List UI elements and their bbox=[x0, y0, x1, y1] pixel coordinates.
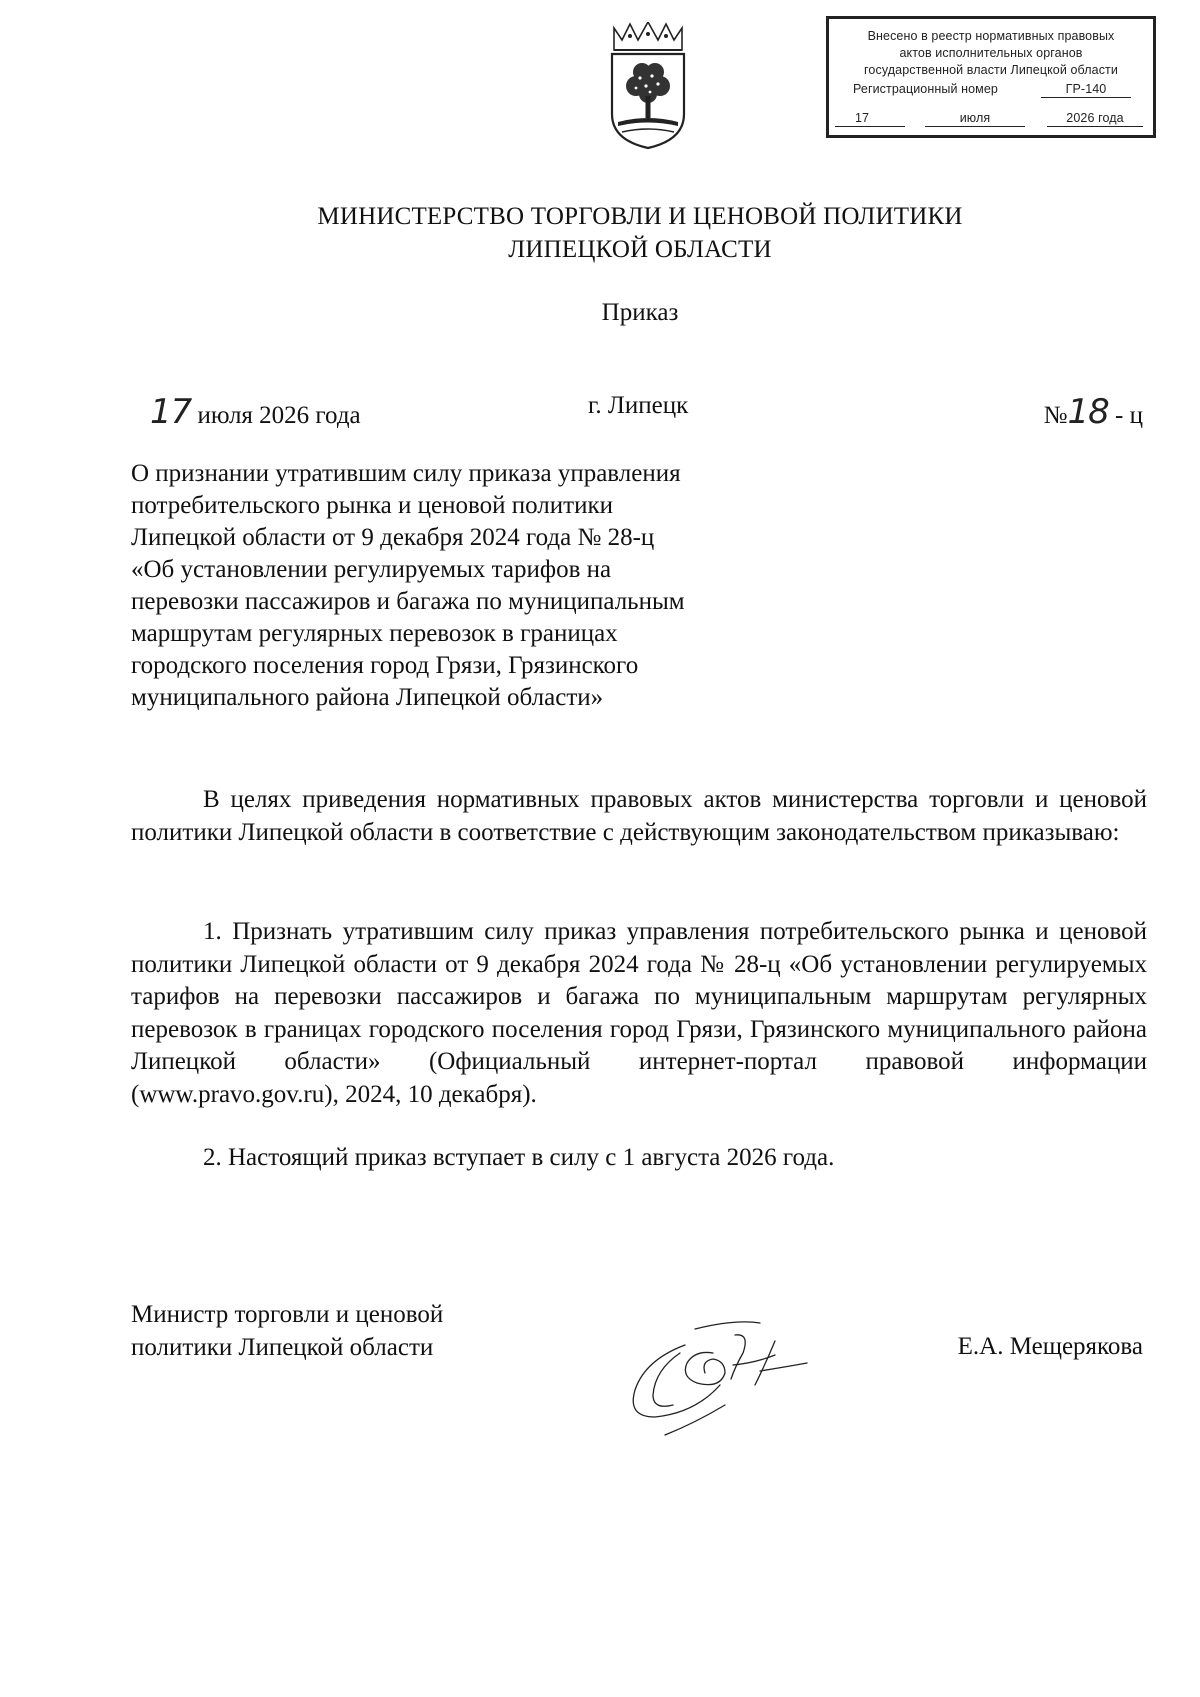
document-type: Приказ bbox=[601, 299, 679, 326]
stamp-reg-label: Регистрационный номер bbox=[853, 82, 998, 96]
stamp-reg-number: ГР-140 bbox=[1041, 82, 1131, 98]
signatory-title-line-2: политики Липецкой области bbox=[131, 1334, 434, 1361]
order-number-value: 18 bbox=[1067, 392, 1109, 432]
stamp-line-2: актов исполнительных органов bbox=[899, 46, 1083, 60]
subject-line: перевозки пассажиров и багажа по муниципальным bbox=[131, 588, 685, 615]
order-number-prefix: № bbox=[1043, 402, 1068, 429]
item-1-block bbox=[131, 916, 1147, 1111]
stamp-line-1: Внесено в реестр нормативных правовых bbox=[867, 29, 1115, 43]
ministry-name-line-1: МИНИСТЕРСТВО ТОРГОВЛИ И ЦЕНОВОЙ ПОЛИТИКИ bbox=[317, 203, 963, 230]
coat-of-arms-icon bbox=[600, 22, 696, 152]
order-subject bbox=[131, 458, 685, 714]
order-number-suffix: - ц bbox=[1115, 402, 1143, 429]
stamp-day: 17 bbox=[835, 111, 905, 127]
stamp-month: июля bbox=[925, 111, 1025, 127]
subject-line: потребительского рынка и ценовой политики bbox=[131, 492, 613, 519]
ministry-name-line-2: ЛИПЕЦКОЙ ОБЛАСТИ bbox=[508, 236, 772, 263]
subject-line: муниципального района Липецкой области» bbox=[131, 684, 604, 711]
item-1-paragraph: 1. Признать утратившим силу приказ управления потребительского рынка и ценовой политики Липецкой области от 9 декабря 2024 года № 28-ц «Об установлении регулируемых тарифов на перевозки пассажиров и багажа по муниципальным маршрутам регулярных перевозок в границах городского поселения город Грязи, Грязинского муниципального района Липецкой области» (Официальный интернет-портал правовой информации (www.pravo.gov.ru), 2024, 10 декабря). bbox=[131, 918, 1147, 1108]
order-number bbox=[1044, 392, 1143, 432]
stamp-year: 2026 года bbox=[1047, 111, 1143, 127]
item-2-paragraph: 2. Настоящий приказ вступает в силу с 1 августа 2026 года. bbox=[203, 1144, 835, 1171]
handwritten-signature-icon bbox=[625, 1305, 865, 1445]
registry-stamp bbox=[826, 16, 1156, 138]
subject-line: О признании утратившим силу приказа управления bbox=[131, 460, 681, 487]
order-date-month-year: июля 2026 года bbox=[197, 402, 361, 429]
signatory-name: Е.А. Мещерякова bbox=[957, 1333, 1143, 1360]
signatory-title bbox=[131, 1298, 443, 1364]
order-date bbox=[150, 392, 361, 432]
order-date-day: 17 bbox=[150, 392, 192, 432]
subject-line: Липецкой области от 9 декабря 2024 года № 28-ц bbox=[131, 524, 655, 551]
subject-line: «Об установлении регулируемых тарифов на bbox=[131, 556, 612, 583]
signatory-title-line-1: Министр торговли и ценовой bbox=[131, 1301, 444, 1328]
preamble-paragraph: В целях приведения нормативных правовых актов министерства торговли и ценовой политики Липецкой области в соответствие с действующим законодательством приказываю: bbox=[131, 786, 1147, 846]
subject-line: городского поселения город Грязи, Грязинского bbox=[131, 652, 639, 679]
ministry-name bbox=[0, 200, 1200, 266]
preamble-block bbox=[131, 784, 1147, 849]
order-city: г. Липецк bbox=[588, 392, 689, 419]
stamp-line-3: государственной власти Липецкой области bbox=[864, 63, 1118, 77]
subject-line: маршрутам регулярных перевозок в границах bbox=[131, 620, 618, 647]
item-2-block bbox=[131, 1142, 1147, 1175]
